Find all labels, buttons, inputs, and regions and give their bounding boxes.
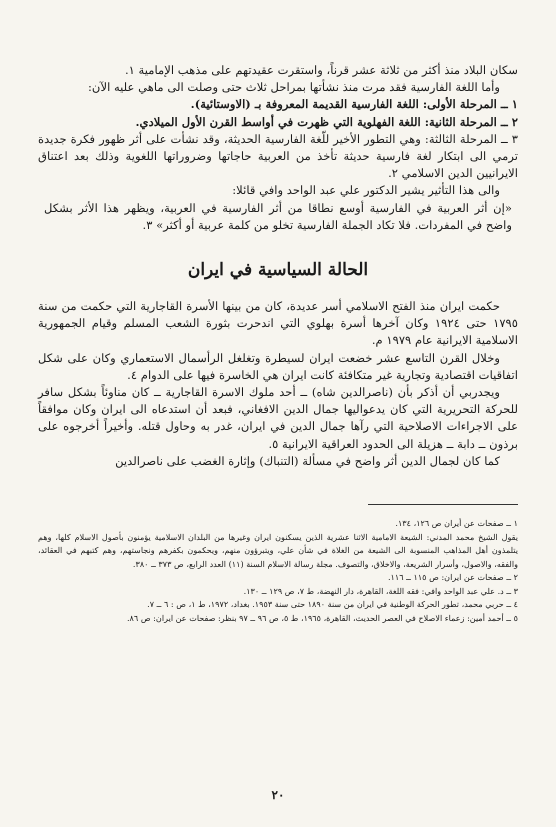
page-number: ٢٠ (271, 788, 285, 802)
footnote: يقول الشيخ محمد المدني: الشيعة الامامية الاثنا عشرية الذين يسكنون ايران وغيرها من البلدان الاسلامية يؤمنون بأصول الاسلام كلها، وهم يتلمذون أهل المذاهب المنسوبة الى الشيعة من الغلاة في شأن علي، ويتبرؤون منهم، ويحكمون بكفرهم ونجاستهم، وهم كتبهم في العقائد، والفقه، والاصول، وأسرار الشريعة، والاخلاق، والتصوف. مجلة رسالة الاسلام السنة (١١) العدد الرابع، ص ٣٧٣ ــ ٣٨٠. (38, 531, 518, 569)
paragraph: وخلال القرن التاسع عشر خضعت ايران لسيطرة وتغلغل الرأسمال الاستعماري وكان على شكل اتفاقيات اقتصادية وتجارية غير متكافئة كانت ايران هي الخاسرة فيها على الدوام ٤. (38, 350, 518, 382)
paragraph: والى هذا التأثير يشير الدكتور علي عبد الواحد وافي قائلا: (232, 183, 500, 198)
footnote-separator (368, 504, 518, 505)
footnote: ٣ ــ د. علي عبد الواحد وافي: فقه اللغة، القاهرة، دار النهضة، ط ٧، ص ١٢٩ ــ ١٣٠. (243, 585, 518, 596)
paragraph: سكان البلاد منذ أكثر من ثلاثة عشر قرناً، واستقرت عقيدتهم على مذهب الإمامية ١. (124, 63, 518, 77)
paragraph: وأما اللغة الفارسية فقد مرت منذ نشأتها بمراحل ثلاث حتى وصلت الى ماهي عليه الآن: (88, 80, 500, 95)
quote: «إن أثر العربية في الفارسية أوسع نطاقا من أثر الفارسية في العربية، ويظهر هذا الأثر بشكل واضح في المفردات. فلا تكاد الجملة الفارسية تخلو من كلمة عربية أو أكثر» ٣. (44, 200, 512, 232)
paragraph: ويجدربي أن أذكر بأن (ناصرالدين شاه) ــ أحد ملوك الاسرة القاجارية ــ كان مناوئاً بشكل سافر للحركة التحريرية التي كان يدعواليها جمال الدين الافغاني، فبعد أن استدعاه الى ايران وكان موافقاً على الاجراءات الاصلاحية التي رآها جمال الدين في ايران، غدر به وحاول قتله. وأخيراً أخرجوه على برذون ــ دابة ــ هزيلة الى الحدود العراقية الايرانية ٥. (38, 385, 518, 451)
stage-three: ٣ ــ المرحلة الثالثة: وهي التطور الأخير للّغة الفارسية الحديثة، وقد نشأت على أثر ظهور فكرة جديدة ترمي الى ابتكار لغة فارسية حديثة تأخذ من العربية حاجاتها وضروراتها اللغوية وذلك بعد اعتناق الايرانيين الدين الاسلامي ٢. (38, 131, 518, 181)
section-title: الحالة السياسية في ايران (187, 260, 369, 281)
stage-two: ٢ ــ المرحلة الثانية: اللغة الفهلوية التي ظهرت في أواسط القرن الأول الميلادي. (135, 114, 518, 129)
footnote: ١ ــ صفحات عن أيران ص ١٢٦، ١٣٤. (395, 518, 518, 529)
footnote: ٥ ــ أحمد أمين: زعماء الاصلاح في العصر الحديث، القاهرة، ١٩٦٥، ط ٥، ص ٩٦ ــ ٩٧ بنظر: صفحات عن ايران: ص ٨٦. (126, 612, 518, 623)
footnote: ٢ ــ صفحات عن ايران: ص ١١٥ ــ ١١٦. (387, 572, 518, 583)
paragraph: كما كان لجمال الدين أثر واضح في مسألة (التنباك) وإثارة الغضب على ناصرالدين (115, 453, 500, 468)
footnote: ٤ ــ حربي محمد، تطور الحركة الوطنية في ايران من سنة ١٨٩٠ حتى سنة ١٩٥٣. بغداد، ١٩٧٢، ط ١، ص : ٦ ــ ٧. (147, 599, 518, 610)
paragraph: حكمت ايران منذ الفتح الاسلامي أسر عديدة، كان من بينها الأسرة القاجارية التي حكمت من سنة ١٧٩٥ حتى ١٩٢٤ وكان آخرها أسرة بهلوي التي اندحرت بثورة الشعب المسلم وقيام الجمهورية الاسلامية الايرانية عام ١٩٧٩ م. (38, 299, 519, 348)
stage-one: ١ ــ المرحلة الأولى: اللغة الفارسية القديمة المعروفة بـ (الاوستائية). (190, 97, 518, 112)
